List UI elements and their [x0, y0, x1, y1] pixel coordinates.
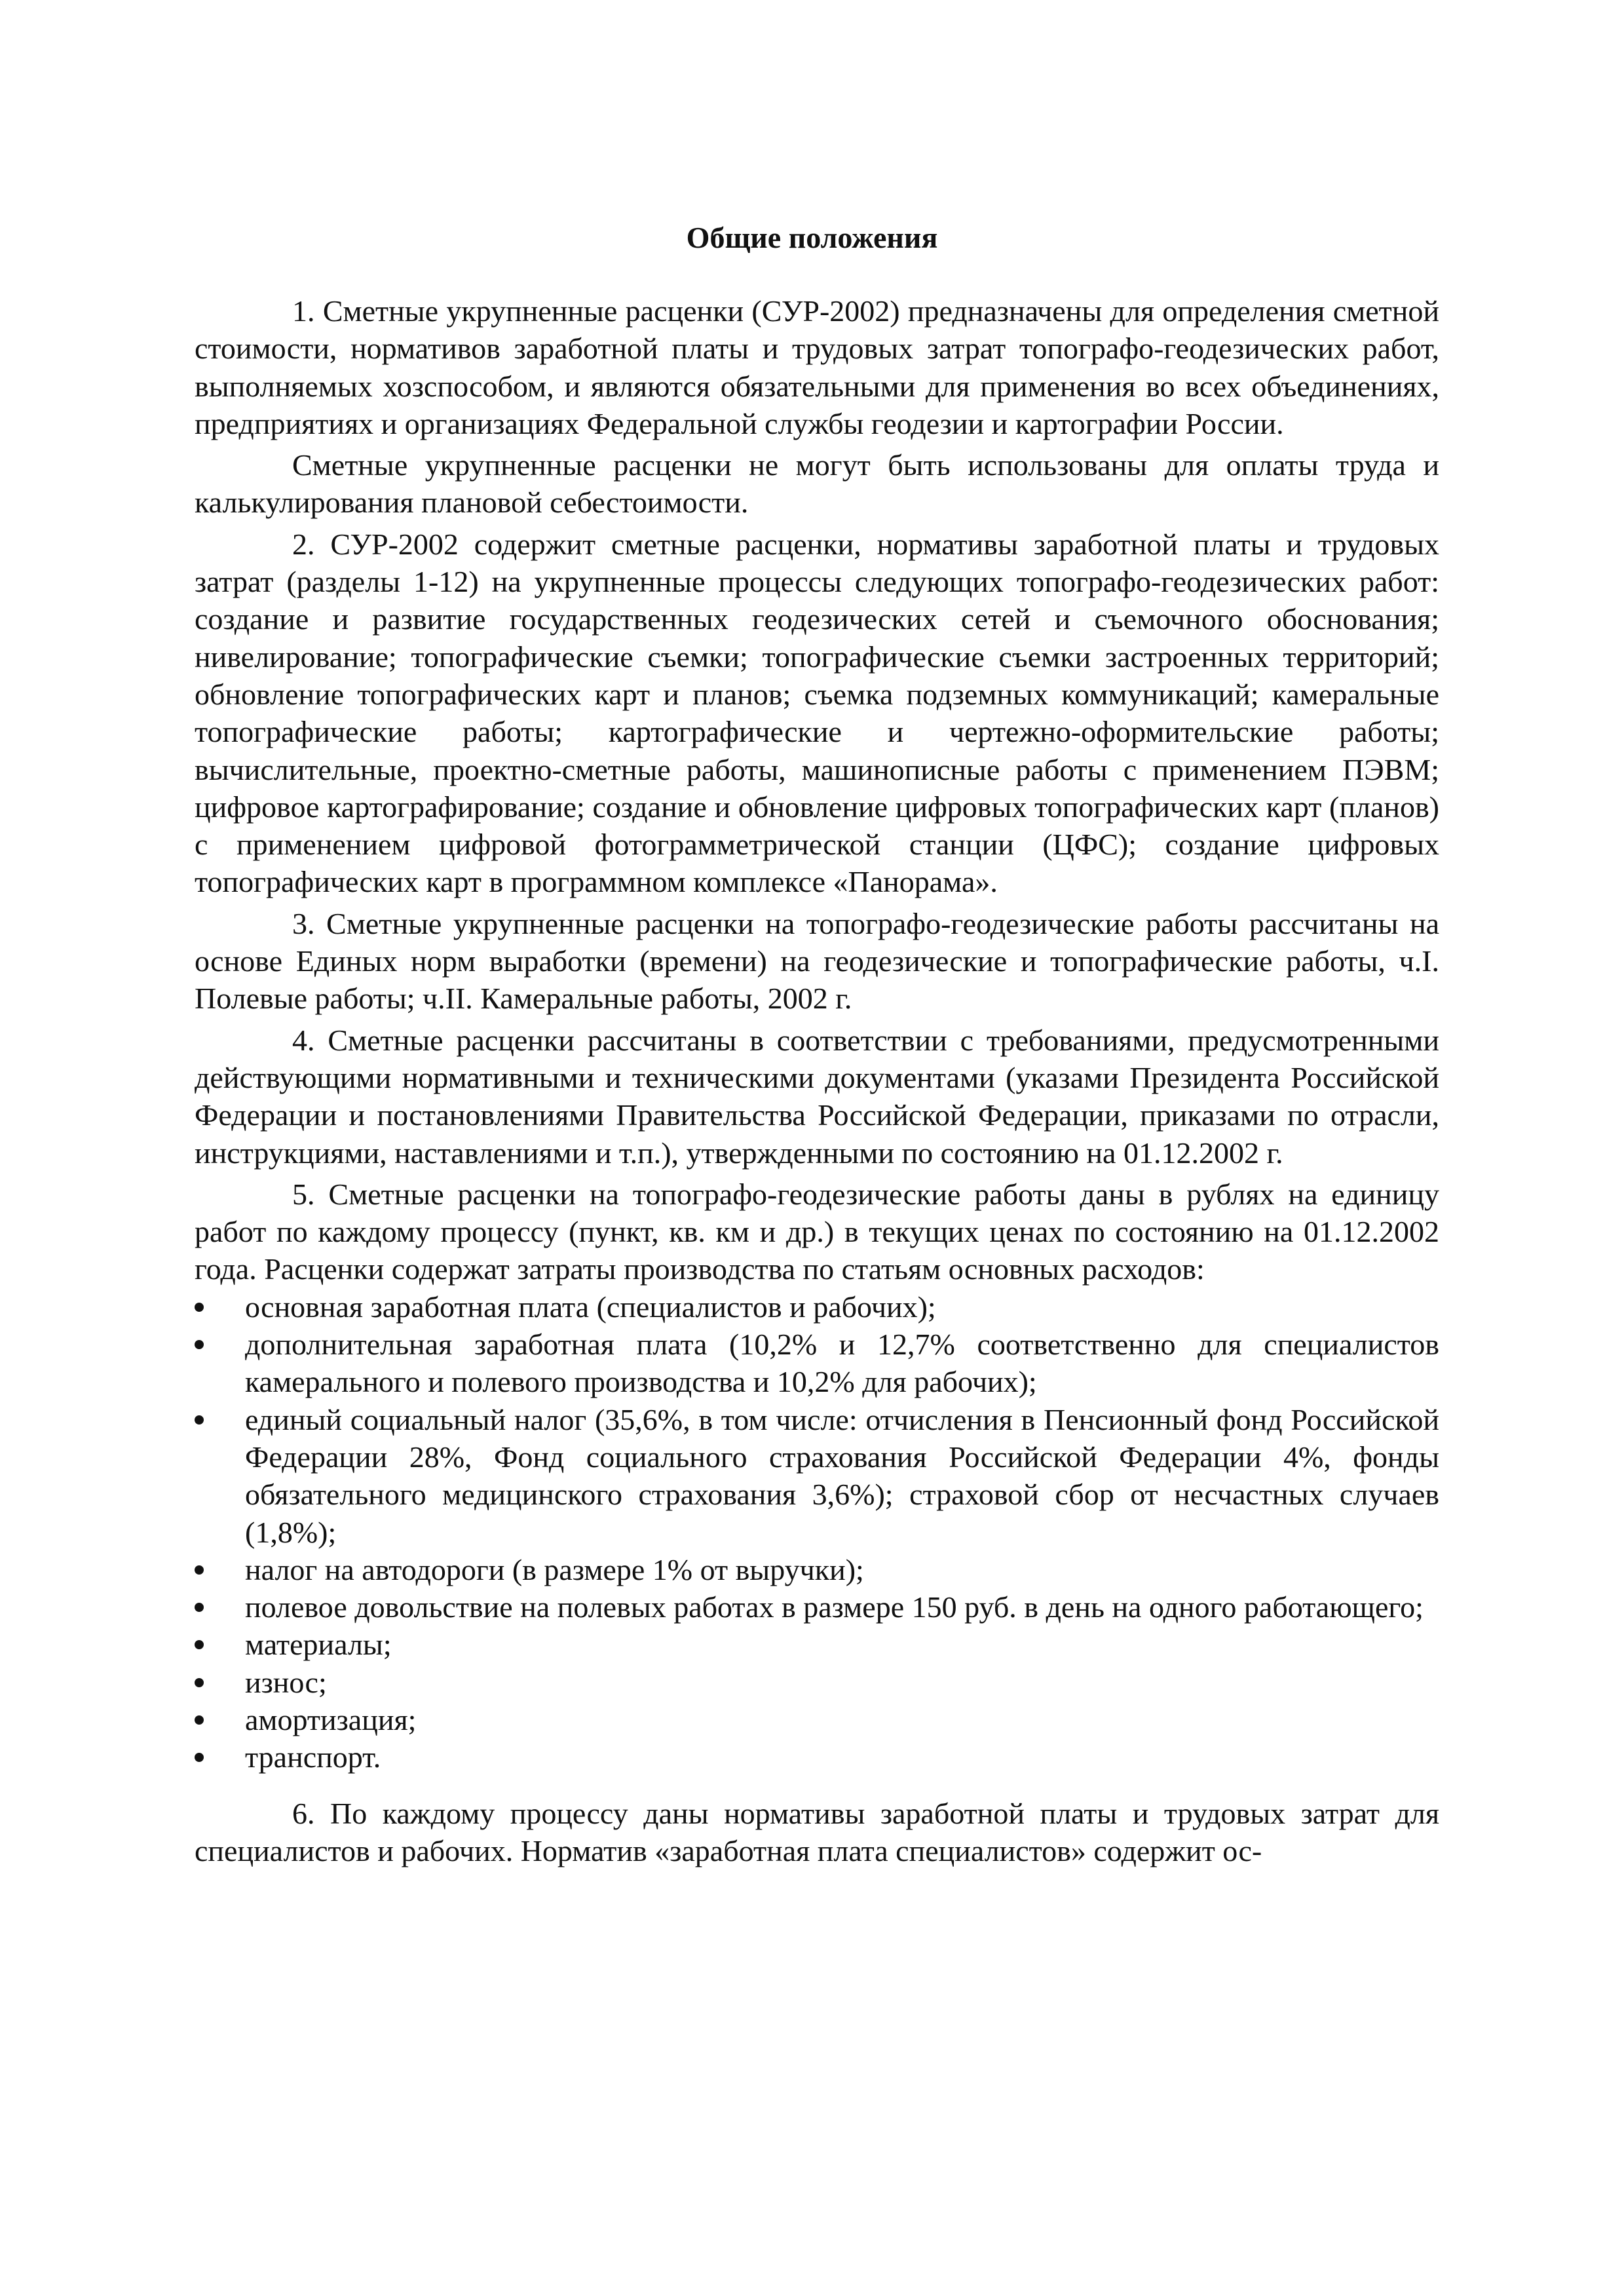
list-item-text: дополнительная заработная плата (10,2% и 12,7% соответственно для специалистов камерального и полевого производства и 10,2% для рабочих); — [245, 1328, 1439, 1399]
list-item — [195, 1551, 1439, 1588]
list-item-text: полевое довольствие на полевых работах в размере 150 руб. в день на одного работающего; — [245, 1590, 1424, 1624]
page-title: Общие положения — [686, 221, 938, 254]
list-item-text: основная заработная плата (специалистов и рабочих); — [245, 1290, 936, 1324]
list-item-text: амортизация; — [245, 1702, 417, 1736]
list-item — [195, 1326, 1439, 1401]
list-item-text: транспорт. — [245, 1740, 381, 1774]
list-item — [195, 1626, 1439, 1663]
bullet-icon — [195, 1415, 204, 1425]
bullet-icon — [195, 1753, 204, 1762]
list-item — [195, 1401, 1439, 1551]
bullet-icon — [195, 1565, 204, 1575]
paragraph-2: 2. СУР-2002 содержит сметные расценки, нормативы заработной платы и трудовых затрат (разделы 1-12) на укрупненные процессы следующих топографо-геодезических работ: создание и развитие государственных геодезических сетей и съемочного обоснования; нивелирование; топографические съемки; топографические съемки застроенных территорий; обновление топографических карт и планов; съемка подземных коммуникаций; камеральные топографические работы; картографические и чертежно-оформительские работы; вычислительные, проектно-сметные работы, машинописные работы с применением ПЭВМ; цифровое картографирование; создание и обновление цифровых топографических карт (планов) с применением цифровой фотограмметрической станции (ЦФС); создание цифровых топографических карт в программном комплексе «Панорама». — [195, 527, 1439, 899]
list-item-text: материалы; — [245, 1628, 392, 1662]
paragraph-6: 6. По каждому процессу даны нормативы заработной платы и трудовых затрат для специалистов и рабочих. Норматив «заработная плата специалистов» содержит ос- — [195, 1796, 1439, 1867]
bullet-icon — [195, 1340, 204, 1349]
list-item — [195, 1588, 1439, 1626]
paragraph-1-note: Сметные укрупненные расценки не могут быть использованы для оплаты труда и калькулирования плановой себестоимости. — [195, 448, 1439, 520]
list-item-text: износ; — [245, 1665, 327, 1699]
list-item-text: единый социальный налог (35,6%, в том числе: отчисления в Пенсионный фонд Российской Федерации 28%, Фонд социального страхования Российской Федерации 4%, фонды обязательного медицинского страхования 3,6%); страховой сбор от несчастных случаев (1,8%); — [245, 1402, 1439, 1549]
list-item-text: налог на автодороги (в размере 1% от выручки); — [245, 1552, 864, 1586]
cost-items-list — [195, 1288, 1439, 1776]
bullet-icon — [195, 1303, 204, 1312]
list-item — [195, 1664, 1439, 1701]
paragraph-5: 5. Сметные расценки на топографо-геодезические работы даны в рублях на единицу работ по каждому процессу (пункт, кв. км и др.) в текущих ценах по состоянию на 01.12.2002 года. Расценки содержат затраты производства по статьям основных расходов: — [195, 1177, 1439, 1286]
document-body — [195, 292, 1439, 1869]
bullet-icon — [195, 1678, 204, 1687]
bullet-icon — [195, 1715, 204, 1725]
paragraph-4: 4. Сметные расценки рассчитаны в соответствии с требованиями, предусмотренными действующими нормативными и техническими документами (указами Президента Российской Федерации и постановлениями Правительства Российской Федерации, приказами по отрасли, инструкциями, наставлениями и т.п.), утвержденными по состоянию на 01.12.2002 г. — [195, 1023, 1439, 1170]
paragraph-3: 3. Сметные укрупненные расценки на топографо-геодезические работы рассчитаны на основе Единых норм выработки (времени) на геодезические и топографические работы, ч.I. Полевые работы; ч.II. Камеральные работы, 2002 г. — [195, 906, 1439, 1016]
list-item — [195, 1701, 1439, 1738]
paragraph-1: 1. Сметные укрупненные расценки (СУР-2002) предназначены для определения сметной стоимости, нормативов заработной платы и трудовых затрат топографо-геодезических работ, выполняемых хозспособом, и являются обязательными для применения во всех объединениях, предприятиях и организациях Федеральной службы геодезии и картографии России. — [195, 294, 1439, 440]
list-item — [195, 1738, 1439, 1776]
bullet-icon — [195, 1640, 204, 1649]
list-item — [195, 1288, 1439, 1326]
bullet-icon — [195, 1603, 204, 1612]
